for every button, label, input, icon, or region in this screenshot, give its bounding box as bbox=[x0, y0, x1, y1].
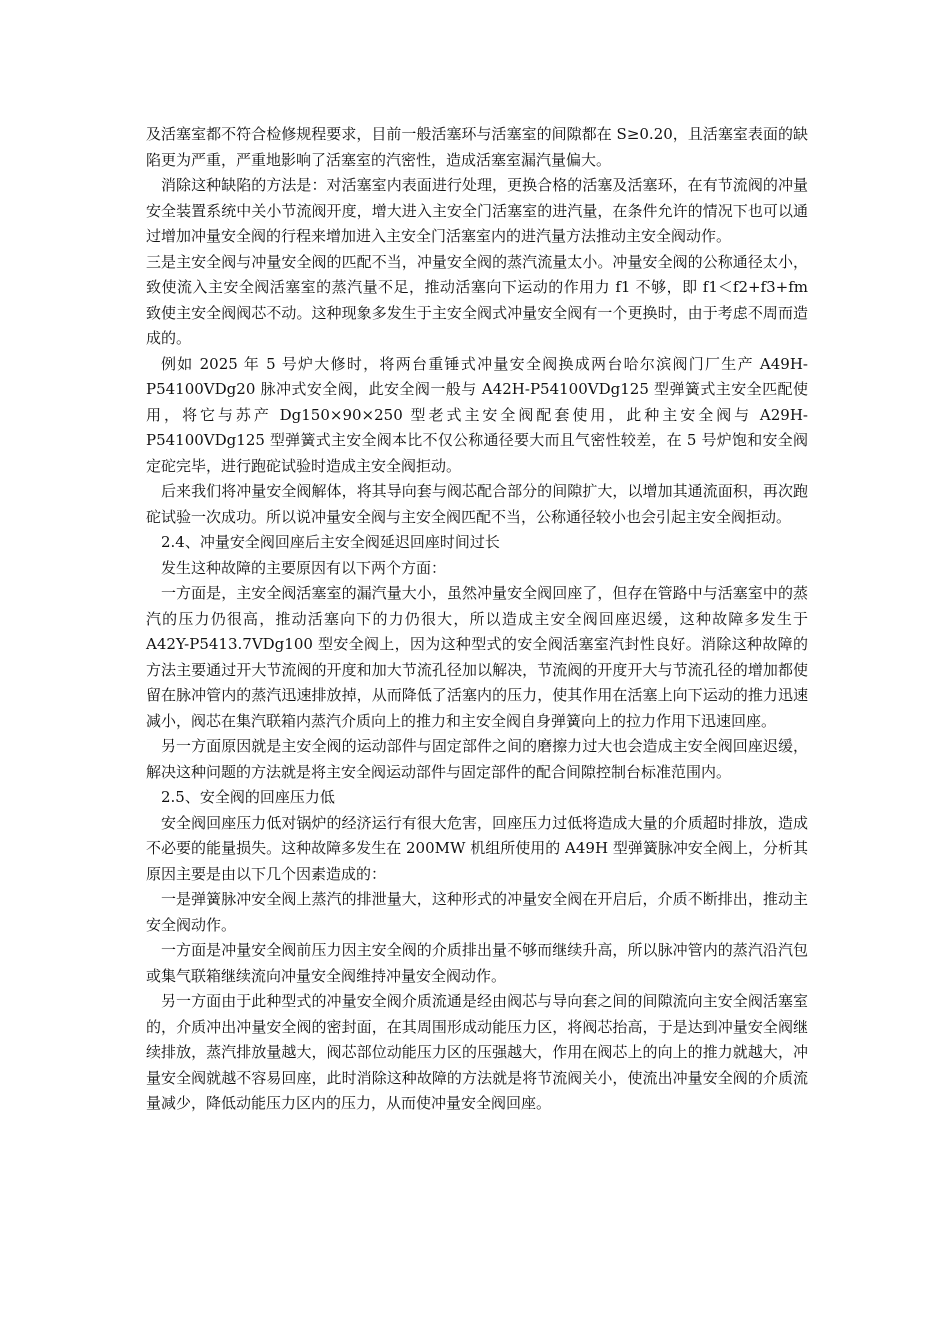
paragraph: 另一方面由于此种型式的冲量安全阀介质流通是经由阀芯与导向套之间的间隙流向主安全阀活塞室的，介质冲出冲量安全阀的密封面，在其周围形成动能压力区，将阀芯抬高，于是达到冲量安全阀继续排放，蒸汽排放量越大，阀芯部位动能压力区的压强越大，作用在阀芯上的向上的推力就越大，冲量安全阀就越不容易回座，此时消除这种故障的方法就是将节流阀关小，使流出冲量安全阀的介质流量减少，降低动能压力区内的压力，从而使冲量安全阀回座。 bbox=[146, 992, 808, 1112]
paragraph: 消除这种缺陷的方法是：对活塞室内表面进行处理，更换合格的活塞及活塞环，在有节流阀的冲量安全装置系统中关小节流阀开度，增大进入主安全门活塞室的进汽量，在条件允许的情况下也可以通过增加冲量安全阀的行程来增加进入主安全门活塞室内的进汽量方法推动主安全阀动作。 bbox=[146, 176, 808, 245]
document-body bbox=[146, 122, 808, 1117]
paragraph: 例如 2025 年 5 号炉大修时，将两台重锤式冲量安全阀换成两台哈尔滨阀门厂生产 A49H-P54100VDg20 脉冲式安全阀，此安全阀一般与 A42H-P54100VDg125 型弹簧式主安全匹配使用，将它与苏产 Dg150×90×250 型老式主安全阀配套使用，此种主安全阀与 A29H-P54100VDg125 型弹簧式主安全阀本比不仅公称通径要大而且气密性较差，在 5 号炉饱和安全阀定砣完毕，进行跑砣试验时造成主安全阀拒动。 bbox=[146, 354, 808, 475]
paragraph: 发生这种故障的主要原因有以下两个方面： bbox=[161, 558, 447, 577]
paragraph: 一方面是冲量安全阀前压力因主安全阀的介质排出量不够而继续升高，所以脉冲管内的蒸汽沿汽包或集气联箱继续流向冲量安全阀维持冲量安全阀动作。 bbox=[146, 941, 808, 985]
paragraph: 安全阀回座压力低对锅炉的经济运行有很大危害，回座压力过低将造成大量的介质超时排放，造成不必要的能量损失。这种故障多发生在 200MW 机组所使用的 A49H 型弹簧脉冲安全阀上，分析其原因主要是由以下几个因素造成的： bbox=[146, 813, 808, 883]
paragraph: 三是主安全阀与冲量安全阀的匹配不当，冲量安全阀的蒸汽流量太小。冲量安全阀的公称通径太小，致使流入主安全阀活塞室的蒸汽量不足，推动活塞向下运动的作用力 f1 不够，即 f1＜f2+f3+fm 致使主安全阀阀芯不动。这种现象多发生于主安全阀式冲量安全阀有一个更换时，由于考虑不周而造成的。 bbox=[146, 252, 808, 347]
paragraph: 一方面是，主安全阀活塞室的漏汽量大小，虽然冲量安全阀回座了，但存在管路中与活塞室中的蒸汽的压力仍很高，推动活塞向下的力仍很大，所以造成主安全阀回座迟缓，这种故障多发生于 A42Y-P5413.7VDg100 型安全阀上，因为这种型式的安全阀活塞室汽封性良好。消除这种故障的方法主要通过开大节流阀的开度和加大节流孔径加以解决，节流阀的开度开大与节流孔径的增加都使留在脉冲管内的蒸汽迅速排放掉，从而降低了活塞内的压力，使其作用在活塞上向下运动的推力迅速减小，阀芯在集汽联箱内蒸汽介质向上的推力和主安全阀自身弹簧向上的拉力作用下迅速回座。 bbox=[146, 584, 808, 730]
paragraph: 一是弹簧脉冲安全阀上蒸汽的排泄量大，这种形式的冲量安全阀在开启后，介质不断排出，推动主安全阀动作。 bbox=[146, 890, 808, 934]
section-heading: 2.5、安全阀的回座压力低 bbox=[161, 788, 335, 806]
paragraph: 后来我们将冲量安全阀解体，将其导向套与阀芯配合部分的间隙扩大，以增加其通流面积，再次跑砣试验一次成功。所以说冲量安全阀与主安全阀匹配不当，公称通径较小也会引起主安全阀拒动。 bbox=[146, 482, 808, 526]
paragraph: 另一方面原因就是主安全阀的运动部件与固定部件之间的磨擦力过大也会造成主安全阀回座迟缓，解决这种问题的方法就是将主安全阀运动部件与固定部件的配合间隙控制台标准范围内。 bbox=[146, 737, 808, 781]
paragraph: 及活塞室都不符合检修规程要求，目前一般活塞环与活塞室的间隙都在 S≥0.20，且活塞室表面的缺陷更为严重，严重地影响了活塞室的汽密性，造成活塞室漏汽量偏大。 bbox=[146, 125, 808, 169]
section-heading: 2.4、冲量安全阀回座后主安全阀延迟回座时间过长 bbox=[161, 533, 500, 551]
